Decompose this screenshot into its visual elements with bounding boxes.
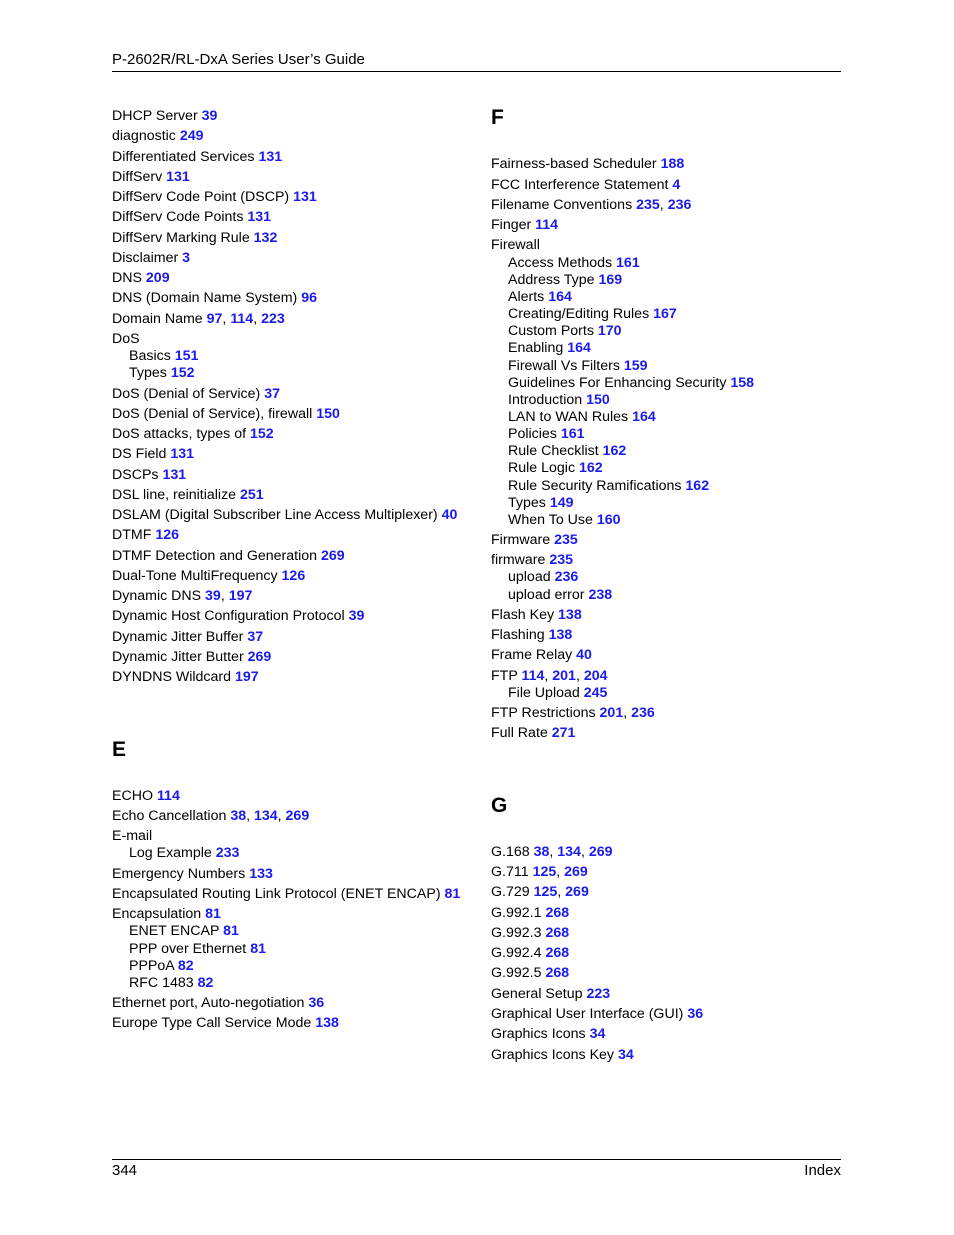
index-term: DNS (Domain Name System) (112, 290, 298, 306)
index-entry (112, 487, 264, 504)
index-term: Log Example (129, 845, 212, 861)
index-entry (491, 177, 680, 194)
page-reference-link[interactable]: 268 (545, 925, 570, 941)
index-term: DS Field (112, 446, 167, 462)
index-subentry (508, 495, 573, 512)
page-reference-link[interactable]: 269 (247, 649, 272, 665)
page-reference-link[interactable]: 197 (228, 588, 253, 604)
page-reference-link[interactable]: 138 (558, 607, 582, 623)
page-reference-link[interactable]: 271 (551, 725, 576, 741)
index-entry (112, 866, 273, 883)
index-term: Full Rate (491, 725, 548, 741)
index-term: G.711 (491, 864, 529, 880)
index-subentry (508, 409, 656, 426)
page-reference-link[interactable]: 4 (672, 177, 681, 193)
page-reference-link[interactable]: 151 (174, 348, 199, 364)
index-subentry (129, 845, 239, 862)
index-term: Dynamic Jitter Buffer (112, 629, 244, 645)
index-term: G.168 (491, 844, 530, 860)
index-entry (112, 446, 194, 463)
index-entry (491, 905, 569, 922)
index-entry: Domain Name 97, 114, 223 (112, 311, 285, 327)
index-term: Dynamic DNS (112, 588, 202, 604)
index-entry (112, 209, 271, 226)
index-subentry (129, 941, 266, 958)
index-term: RFC 1483 (129, 975, 194, 991)
index-term: DiffServ Code Point (DSCP) (112, 189, 290, 205)
index-entry (112, 507, 457, 524)
index-term: DTMF Detection and Generation (112, 548, 318, 564)
index-term: File Upload (508, 685, 580, 701)
index-term: firmware (491, 552, 546, 568)
page-reference-link[interactable]: 34 (589, 1026, 606, 1042)
page-reference-link[interactable]: 40 (576, 647, 592, 663)
index-subentry (508, 306, 677, 323)
index-entry (112, 548, 345, 565)
page-reference-link[interactable]: 81 (250, 941, 266, 957)
page-reference-link[interactable]: 150 (586, 392, 610, 408)
index-letter-heading: E (112, 738, 127, 761)
page-reference-link[interactable]: 134 (557, 844, 581, 860)
index-subentry (508, 443, 626, 460)
page-reference-link[interactable]: 170 (597, 323, 622, 339)
index-term: Policies (508, 426, 557, 442)
page-reference-link[interactable]: 269 (588, 844, 613, 860)
page-reference-link[interactable]: 36 (308, 995, 325, 1011)
page-reference-link[interactable]: 251 (240, 487, 264, 503)
index-entry: Echo Cancellation 38, 134, 269 (112, 808, 310, 824)
index-subentry (508, 426, 585, 443)
index-term: E-mail (112, 828, 153, 844)
page-reference-link[interactable]: 97 (206, 311, 223, 327)
page-reference-link[interactable]: 37 (264, 386, 280, 402)
index-entry (112, 331, 140, 348)
index-subentry (129, 923, 239, 940)
index-entry (491, 627, 572, 644)
page-reference-link[interactable]: 81 (205, 906, 221, 922)
index-entry (491, 1047, 634, 1064)
index-entry: G.729 125, 269 (491, 884, 589, 900)
index-term: Graphics Icons (491, 1026, 586, 1042)
page-reference-link[interactable]: 169 (598, 272, 623, 288)
page-reference-link[interactable]: 269 (564, 864, 588, 880)
index-term: DoS (112, 331, 140, 347)
page-reference-link[interactable]: 268 (545, 965, 570, 981)
index-entry: FTP 114, 201, 204 (491, 668, 608, 684)
page-reference-link[interactable]: 235 (554, 532, 578, 548)
page-reference-link[interactable]: 133 (249, 866, 273, 882)
index-subentry (508, 340, 591, 357)
index-subentry (508, 478, 709, 495)
page-reference-link[interactable]: 132 (253, 230, 278, 246)
index-entry (112, 906, 221, 923)
page-reference-link[interactable]: 82 (197, 975, 214, 991)
index-term: DNS (112, 270, 142, 286)
index-term: Frame Relay (491, 647, 573, 663)
page-reference-link[interactable]: 164 (548, 289, 572, 305)
page-reference-link[interactable]: 114 (521, 668, 545, 684)
page-reference-link[interactable]: 162 (579, 460, 603, 476)
index-entry (491, 986, 610, 1003)
page-reference-link[interactable]: 167 (653, 306, 677, 322)
index-term: Rule Logic (508, 460, 576, 476)
page-reference-link[interactable]: 159 (623, 358, 648, 374)
page-reference-link[interactable]: 164 (567, 340, 591, 356)
index-entry: Filename Conventions 235, 236 (491, 197, 692, 213)
page-reference-link[interactable]: 201 (552, 668, 576, 684)
index-term: Address Type (508, 272, 595, 288)
index-term: Dynamic Jitter Butter (112, 649, 244, 665)
index-term: DoS attacks, types of (112, 426, 247, 442)
index-term: Basics (129, 348, 171, 364)
page-reference-link[interactable]: 269 (285, 808, 310, 824)
page-reference-link[interactable]: 38 (533, 844, 550, 860)
index-entry (491, 217, 558, 234)
page-reference-link[interactable]: 34 (617, 1047, 634, 1063)
index-term: Flash Key (491, 607, 555, 623)
page-reference-link[interactable]: 138 (548, 627, 573, 643)
page-reference-link[interactable]: 114 (230, 311, 254, 327)
index-entry (491, 945, 569, 962)
index-entry (112, 669, 259, 686)
page-reference-link[interactable]: 126 (281, 568, 306, 584)
index-subentry (508, 569, 578, 586)
index-subentry (129, 958, 194, 975)
index-term: G.992.3 (491, 925, 542, 941)
page-reference-link[interactable]: 245 (583, 685, 608, 701)
index-entry (112, 128, 204, 145)
index-term: DSL line, reinitialize (112, 487, 237, 503)
page-reference-link[interactable]: 38 (230, 808, 247, 824)
index-term: Finger (491, 217, 532, 233)
index-entry (491, 1026, 605, 1043)
index-term: LAN to WAN Rules (508, 409, 629, 425)
index-entry: FTP Restrictions 201, 236 (491, 705, 655, 721)
page-reference-link[interactable]: 152 (170, 365, 195, 381)
index-entry (491, 552, 573, 569)
index-term: DTMF (112, 527, 152, 543)
index-entry (491, 965, 569, 982)
footer-section: Index (804, 1162, 841, 1179)
index-term: Europe Type Call Service Mode (112, 1015, 312, 1031)
page-reference-link[interactable]: 81 (223, 923, 239, 939)
index-term: Filename Conventions (491, 197, 633, 213)
page-reference-link[interactable]: 37 (247, 629, 264, 645)
page-reference-link[interactable]: 223 (586, 986, 611, 1002)
index-term: Flashing (491, 627, 545, 643)
index-term: DiffServ Marking Rule (112, 230, 250, 246)
index-term: DHCP Server (112, 108, 198, 124)
page-reference-link[interactable]: 236 (631, 705, 655, 721)
index-subentry (508, 255, 640, 272)
index-subentry (508, 358, 648, 375)
index-entry (112, 108, 217, 125)
page-reference-link[interactable]: 131 (247, 209, 272, 225)
page-reference-link[interactable]: 134 (253, 808, 278, 824)
index-term: DSLAM (Digital Subscriber Line Access Multiplexer) (112, 507, 438, 523)
index-subentry (129, 975, 213, 992)
index-entry (491, 607, 582, 624)
index-subentry (508, 460, 603, 477)
page-reference-link[interactable]: 238 (588, 587, 613, 603)
index-term: Graphics Icons Key (491, 1047, 615, 1063)
index-term: Echo Cancellation (112, 808, 227, 824)
page-reference-link[interactable]: 161 (616, 255, 640, 271)
running-header: P-2602R/RL-DxA Series User’s Guide (112, 51, 365, 68)
index-term: DSCPs (112, 467, 159, 483)
index-entry (112, 426, 274, 443)
index-entry (491, 237, 540, 254)
index-subentry (508, 272, 622, 289)
page-reference-link[interactable]: 236 (554, 569, 579, 585)
index-entry (491, 647, 592, 664)
page-reference-link[interactable]: 161 (560, 426, 585, 442)
index-term: Types (508, 495, 546, 511)
page-reference-link[interactable]: 209 (145, 270, 170, 286)
index-term: DYNDNS Wildcard (112, 669, 232, 685)
index-subentry (508, 289, 572, 306)
index-entry (112, 467, 186, 484)
index-entry: G.711 125, 269 (491, 864, 588, 880)
index-subentry (508, 375, 754, 392)
index-entry: Dynamic DNS 39, 197 (112, 588, 253, 604)
index-term: Rule Security Ramifications (508, 478, 682, 494)
page-reference-link[interactable]: 39 (201, 108, 218, 124)
index-term: Encapsulated Routing Link Protocol (ENET ENCAP) (112, 886, 441, 902)
page-reference-link[interactable]: 162 (685, 478, 710, 494)
index-entry (112, 386, 280, 403)
index-term: diagnostic (112, 128, 176, 144)
index-term: Differentiated Services (112, 149, 255, 165)
index-term: Guidelines For Enhancing Security (508, 375, 727, 391)
index-term: Types (129, 365, 167, 381)
page-reference-link[interactable]: 268 (545, 945, 570, 961)
index-term: PPPoA (129, 958, 174, 974)
index-subentry (129, 348, 198, 365)
page-reference-link[interactable]: 160 (596, 512, 621, 528)
index-term: Introduction (508, 392, 583, 408)
page-reference-link[interactable]: 3 (182, 250, 191, 266)
index-entry (491, 156, 684, 173)
index-term: Rule Checklist (508, 443, 599, 459)
page-reference-link[interactable]: 138 (315, 1015, 339, 1031)
footer-rule (112, 1159, 841, 1160)
page-reference-link[interactable]: 131 (166, 169, 190, 185)
index-entry (112, 886, 460, 903)
index-term: Domain Name (112, 311, 203, 327)
page-reference-link[interactable]: 131 (258, 149, 283, 165)
page-reference-link[interactable]: 39 (348, 608, 365, 624)
index-subentry (508, 512, 621, 529)
page-reference-link[interactable]: 125 (532, 864, 557, 880)
page-reference-link[interactable]: 269 (565, 884, 589, 900)
index-term: Fairness-based Scheduler (491, 156, 657, 172)
page-reference-link[interactable]: 162 (602, 443, 627, 459)
index-subentry (129, 365, 194, 382)
index-entry (112, 149, 282, 166)
page-reference-link[interactable]: 114 (156, 788, 180, 804)
index-term: ENET ENCAP (129, 923, 220, 939)
index-term: FTP (491, 668, 518, 684)
index-term: General Setup (491, 986, 583, 1002)
index-term: Enabling (508, 340, 564, 356)
index-term: Dynamic Host Configuration Protocol (112, 608, 345, 624)
page-reference-link[interactable]: 125 (533, 884, 558, 900)
index-term: Custom Ports (508, 323, 594, 339)
page-reference-link[interactable]: 131 (293, 189, 317, 205)
index-entry (112, 189, 317, 206)
index-term: G.729 (491, 884, 530, 900)
index-entry: G.168 38, 134, 269 (491, 844, 613, 860)
index-entry (112, 406, 340, 423)
page-reference-link[interactable]: 81 (444, 886, 461, 902)
page-reference-link[interactable]: 197 (235, 669, 259, 685)
index-entry (112, 608, 364, 625)
index-term: PPP over Ethernet (129, 941, 247, 957)
header-rule (112, 71, 841, 72)
index-entry (112, 250, 190, 267)
page-reference-link[interactable]: 114 (535, 217, 559, 233)
index-term: DiffServ (112, 169, 163, 185)
index-term: DiffServ Code Points (112, 209, 244, 225)
index-entry (112, 169, 190, 186)
index-entry (112, 527, 179, 544)
index-subentry (508, 323, 622, 340)
index-entry (112, 230, 277, 247)
index-entry (112, 290, 317, 307)
index-entry (491, 925, 569, 942)
index-term: Graphical User Interface (GUI) (491, 1006, 684, 1022)
index-term: Firewall (491, 237, 540, 253)
index-term: Disclaimer (112, 250, 179, 266)
index-term: G.992.4 (491, 945, 542, 961)
index-entry (112, 629, 263, 646)
index-entry (112, 995, 324, 1012)
index-entry (112, 649, 271, 666)
page-reference-link[interactable]: 149 (549, 495, 574, 511)
page-reference-link[interactable]: 188 (660, 156, 685, 172)
index-term: Creating/Editing Rules (508, 306, 650, 322)
page-reference-link[interactable]: 131 (170, 446, 195, 462)
index-term: Ethernet port, Auto-negotiation (112, 995, 305, 1011)
index-letter-heading: F (491, 106, 504, 129)
index-entry (491, 532, 578, 549)
page-reference-link[interactable]: 233 (215, 845, 240, 861)
index-term: FCC Interference Statement (491, 177, 669, 193)
page-reference-link[interactable]: 82 (177, 958, 194, 974)
page-number: 344 (112, 1162, 138, 1179)
page-reference-link[interactable]: 164 (632, 409, 656, 425)
page-reference-link[interactable]: 126 (155, 527, 180, 543)
index-term: DoS (Denial of Service), firewall (112, 406, 313, 422)
page-reference-link[interactable]: 40 (441, 507, 458, 523)
index-term: Emergency Numbers (112, 866, 246, 882)
index-subentry (508, 392, 610, 409)
page-reference-link[interactable]: 131 (162, 467, 187, 483)
index-entry (491, 725, 575, 742)
index-term: Firewall Vs Filters (508, 358, 620, 374)
index-entry (112, 568, 305, 585)
index-entry (112, 788, 180, 805)
page-reference-link[interactable]: 39 (205, 588, 221, 604)
index-term: Access Methods (508, 255, 613, 271)
index-term: Firmware (491, 532, 551, 548)
page-reference-link[interactable]: 235 (549, 552, 574, 568)
page-reference-link[interactable]: 235 (636, 197, 660, 213)
index-term: When To Use (508, 512, 593, 528)
index-subentry (508, 587, 612, 604)
index-entry (112, 270, 170, 287)
index-entry (112, 1015, 339, 1032)
page-reference-link[interactable]: 96 (301, 290, 317, 306)
page-reference-link[interactable]: 36 (687, 1006, 704, 1022)
page-reference-link[interactable]: 268 (545, 905, 570, 921)
page-reference-link[interactable]: 204 (583, 668, 608, 684)
page-reference-link[interactable]: 152 (250, 426, 274, 442)
index-term: upload (508, 569, 551, 585)
index-letter-heading: G (491, 794, 508, 817)
index-term: DoS (Denial of Service) (112, 386, 261, 402)
index-term: ECHO (112, 788, 153, 804)
index-term: FTP Restrictions (491, 705, 596, 721)
index-term: Dual-Tone MultiFrequency (112, 568, 278, 584)
index-term: Alerts (508, 289, 545, 305)
page-reference-link[interactable]: 158 (730, 375, 755, 391)
index-term: upload error (508, 587, 585, 603)
index-entry (491, 1006, 703, 1023)
index-term: Encapsulation (112, 906, 202, 922)
page-reference-link[interactable]: 236 (667, 197, 692, 213)
index-subentry (508, 685, 607, 702)
page-reference-link[interactable]: 249 (179, 128, 204, 144)
index-term: G.992.5 (491, 965, 542, 981)
index-entry (112, 828, 152, 845)
page-reference-link[interactable]: 223 (261, 311, 285, 327)
page-reference-link[interactable]: 150 (316, 406, 340, 422)
page-reference-link[interactable]: 269 (320, 548, 345, 564)
page-reference-link[interactable]: 201 (599, 705, 624, 721)
index-term: G.992.1 (491, 905, 542, 921)
